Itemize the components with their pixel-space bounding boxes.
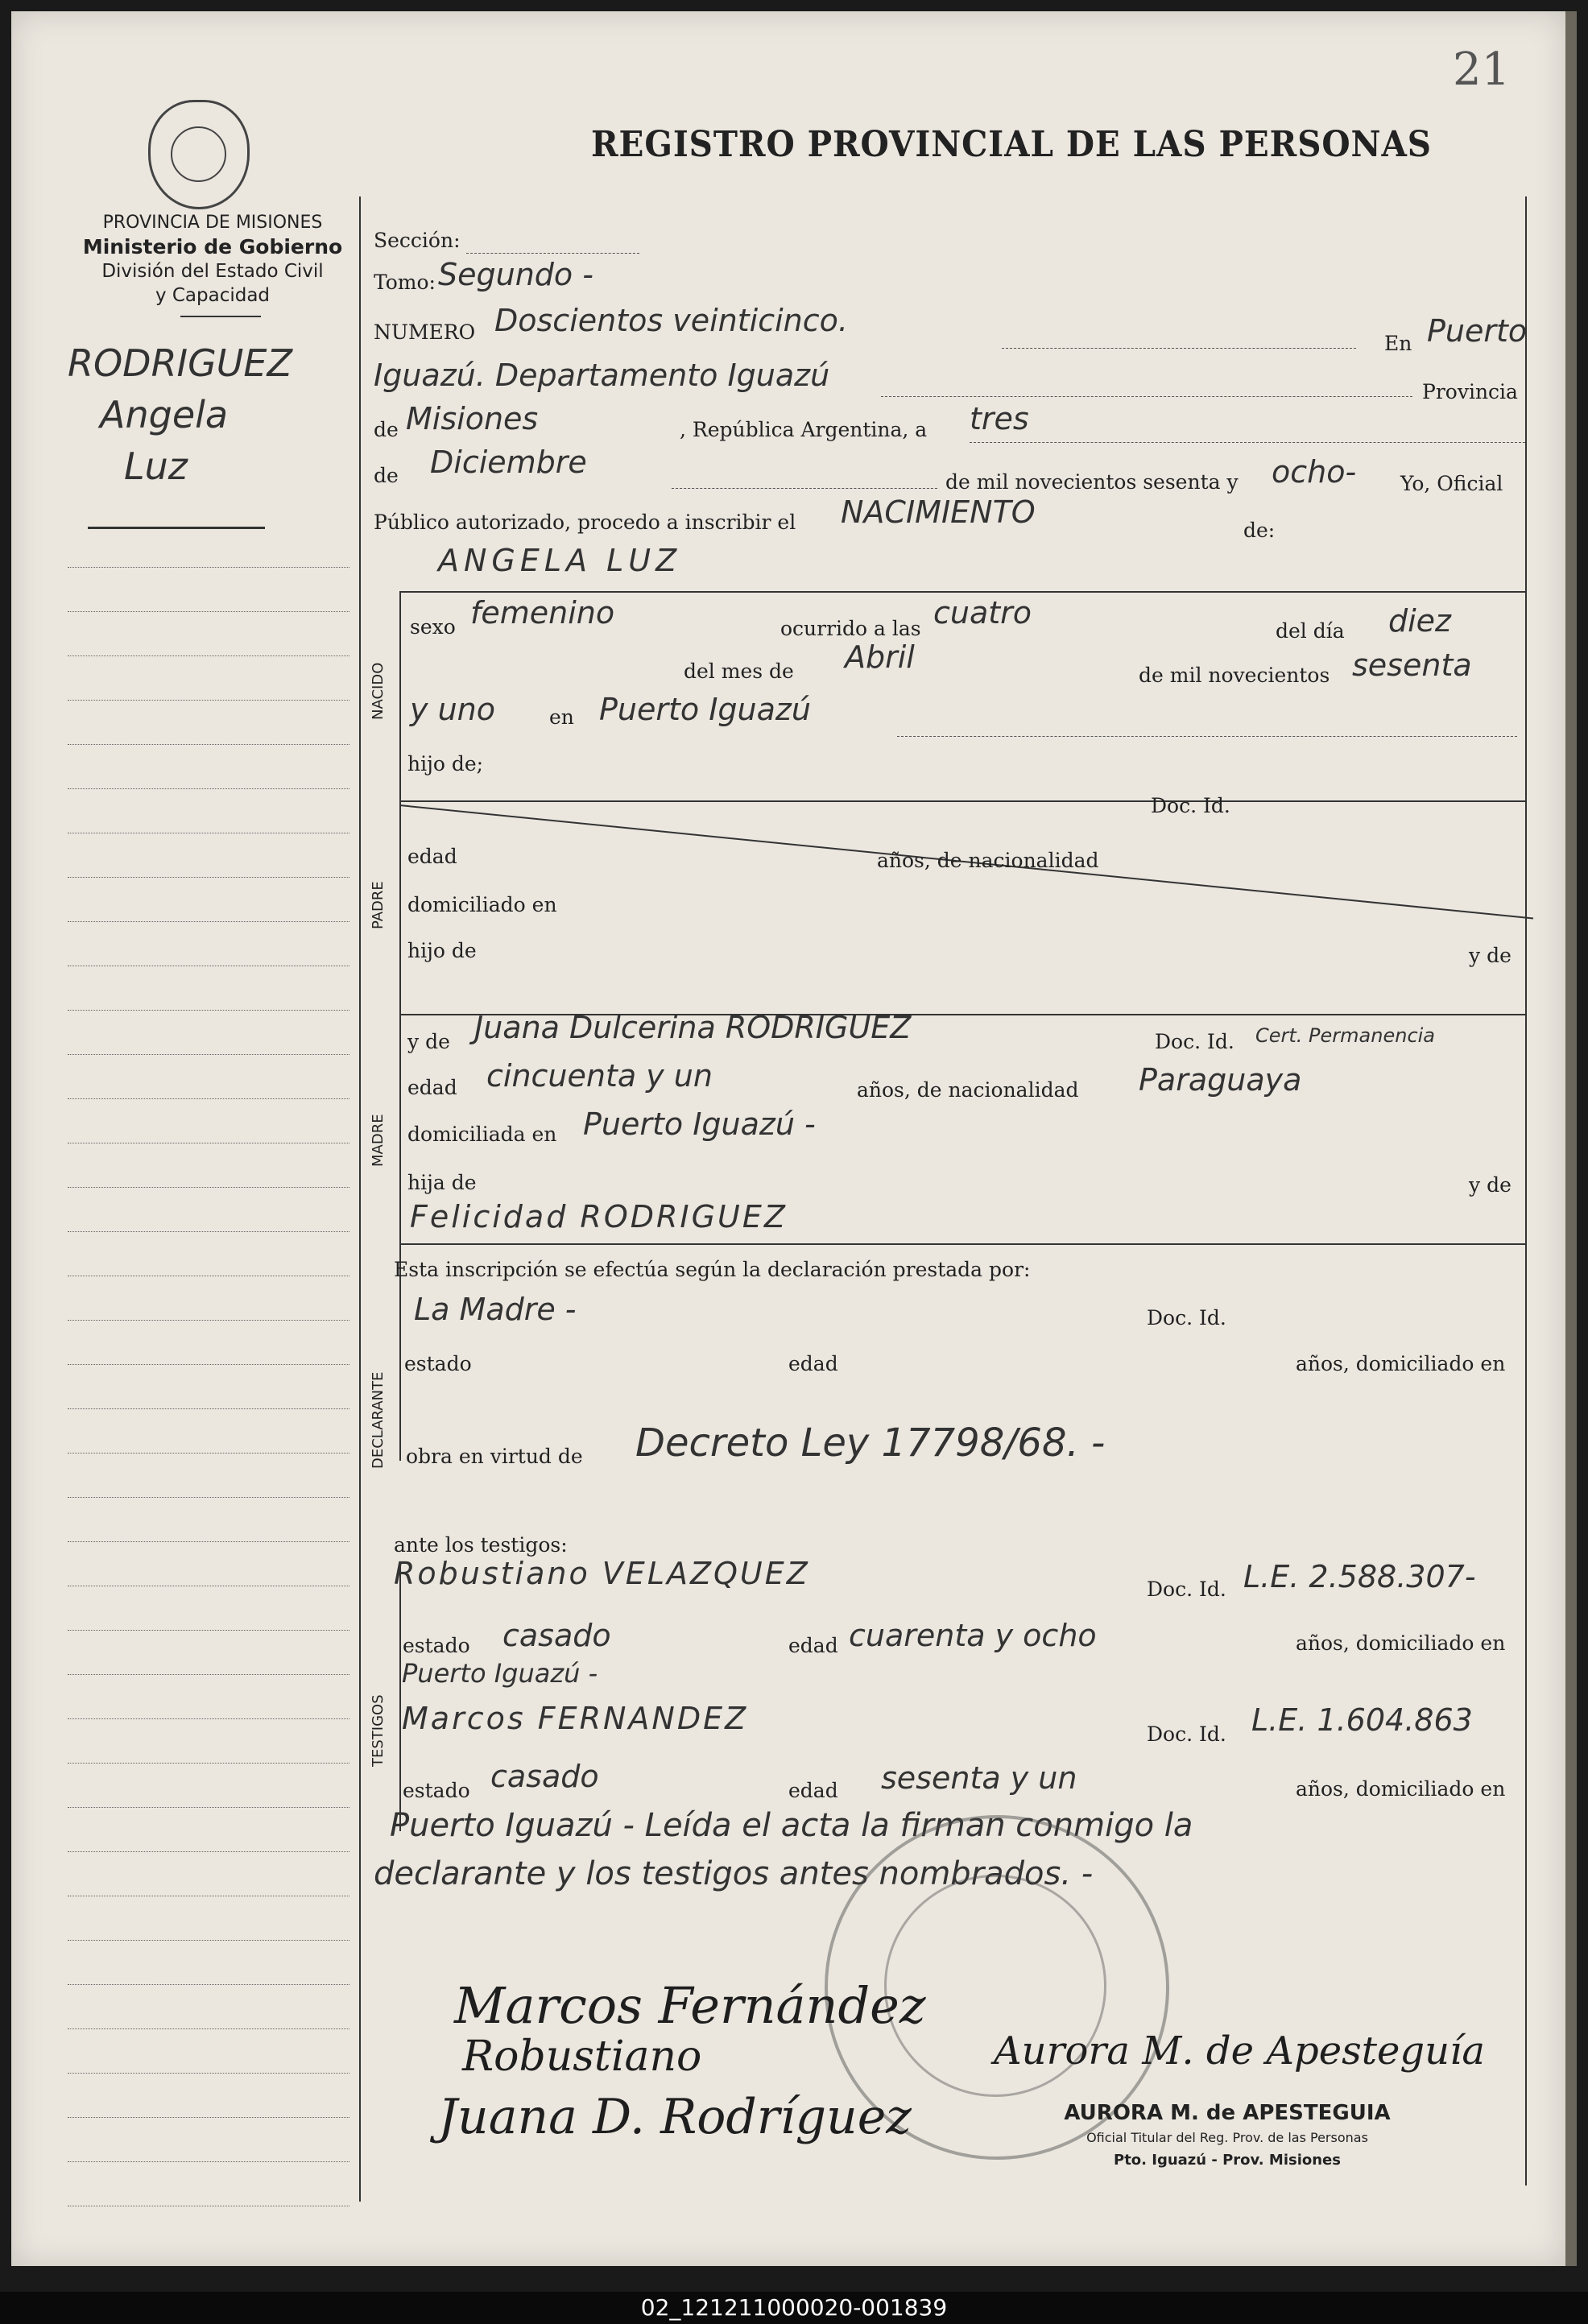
margin-rule	[68, 700, 349, 701]
margin-name-1: Angela	[100, 393, 229, 436]
madre-y-de-label: y de	[407, 1030, 450, 1053]
declarante-intro: Esta inscripción se efectúa según la declaración prestada por:	[394, 1258, 1031, 1281]
birth-month-value: Abril	[845, 639, 915, 675]
birth-place-line	[897, 736, 1517, 737]
provincia-label: Provincia	[1422, 380, 1518, 403]
margin-name-2: Luz	[124, 445, 188, 488]
en-label: En	[1384, 332, 1412, 355]
de-label: de	[374, 418, 399, 441]
margin-rule	[68, 788, 349, 789]
registrant-name-value: ANGELA LUZ	[438, 543, 682, 578]
margin-rule	[68, 567, 349, 568]
mother-doc-value: Cert. Permanencia	[1255, 1024, 1436, 1047]
register-page	[11, 11, 1565, 2266]
binding-edge	[1565, 11, 1577, 2266]
mil-label-2: de mil novecientos	[1139, 664, 1330, 687]
month-value: Diciembre	[430, 445, 587, 480]
testigos-divider	[399, 1565, 401, 1831]
official-title: Oficial Titular del Reg. Prov. de las Personas	[1086, 2130, 1368, 2145]
madre-nacionalidad-label: años, de nacionalidad	[857, 1078, 1079, 1102]
page-number: 21	[1453, 43, 1511, 96]
declarante-edad-label: edad	[788, 1352, 838, 1375]
hour-value: cuatro	[933, 595, 1032, 631]
numero-line	[1002, 348, 1356, 349]
declarante-top-rule	[399, 1243, 1527, 1245]
margin-rule	[68, 2073, 349, 2074]
division-label-2: y Capacidad	[155, 285, 271, 306]
mother-nationality-value: Paraguaya	[1139, 1062, 1302, 1098]
birth-day-value: diez	[1388, 603, 1452, 639]
witness-2-name: Marcos FERNANDEZ	[402, 1701, 749, 1736]
official-place: Pto. Iguazú - Prov. Misiones	[1114, 2152, 1341, 2169]
witness-1-doc: L.E. 2.588.307-	[1243, 1559, 1476, 1594]
de-colon-label: de:	[1243, 519, 1276, 542]
margin-rule	[68, 1408, 349, 1409]
madre-hija-de-label: hija de	[407, 1171, 477, 1194]
declarant-value: La Madre -	[414, 1292, 577, 1327]
numero-label: NUMERO	[374, 320, 476, 344]
declarante-anios-label: años, domiciliado en	[1296, 1352, 1506, 1375]
section-testigos: TESTIGOS	[370, 1694, 387, 1767]
publico-label: Público autorizado, procedo a inscribir el	[374, 511, 796, 534]
margin-rule	[68, 1497, 349, 1498]
section-padre: PADRE	[370, 881, 387, 929]
year-value: ocho-	[1272, 454, 1357, 490]
margin-rule	[68, 1364, 349, 1365]
margin-rule	[68, 1630, 349, 1631]
madre-doc-label: Doc. Id.	[1155, 1030, 1234, 1053]
madre-y-de-2-label: y de	[1469, 1173, 1511, 1197]
margin-rule	[68, 921, 349, 922]
margin-rule	[68, 1010, 349, 1011]
margin-rule	[68, 1851, 349, 1852]
margin-surname: RODRIGUEZ	[68, 341, 293, 385]
birth-place-value: Puerto Iguazú	[599, 692, 811, 727]
province-seal	[148, 100, 250, 209]
decree-value: Decreto Ley 17798/68. -	[635, 1420, 1106, 1466]
official-name: AURORA M. de APESTEGUIA	[1064, 2101, 1391, 2125]
witness-2-estado: casado	[490, 1759, 599, 1794]
section-madre: MADRE	[370, 1114, 387, 1167]
margin-rule	[68, 1320, 349, 1321]
closing-line-2: declarante y los testigos antes nombrados. -	[374, 1855, 1094, 1892]
margin-border	[359, 196, 361, 2202]
seccion-line	[466, 253, 639, 254]
margin-rule	[68, 2117, 349, 2118]
madre-edad-label: edad	[407, 1076, 457, 1099]
seccion-label: Sección:	[374, 229, 461, 252]
margin-rule	[68, 2161, 349, 2162]
padre-y-de-label: y de	[1469, 944, 1511, 967]
margin-rule	[68, 655, 349, 656]
day-value: tres	[970, 401, 1029, 436]
witness-1-anios-label: años, domiciliado en	[1296, 1631, 1506, 1655]
signature-official: Aurora M. de Apesteguía	[994, 2028, 1486, 2074]
del-dia-label: del día	[1276, 619, 1345, 643]
margin-rule	[68, 1807, 349, 1808]
margin-rule	[68, 1763, 349, 1764]
footer-bar	[0, 2292, 1588, 2324]
header-divider	[180, 316, 261, 317]
margin-rule	[68, 2028, 349, 2029]
witness-1-doc-label: Doc. Id.	[1147, 1578, 1226, 1601]
tomo-value: Segundo -	[438, 257, 593, 292]
province-value: Misiones	[406, 401, 539, 436]
birth-year-value: sesenta	[1352, 647, 1472, 683]
division-label: División del Estado Civil	[101, 261, 324, 282]
locality-line	[881, 396, 1412, 397]
testigos-intro: ante los testigos:	[394, 1533, 568, 1557]
province-label: PROVINCIA DE MISIONES	[102, 213, 323, 233]
nacido-top-rule	[399, 591, 1527, 593]
witness-2-anios-label: años, domiciliado en	[1296, 1777, 1506, 1801]
ocurrido-label: ocurrido a las	[780, 617, 921, 640]
madre-domiciliada-label: domiciliada en	[407, 1123, 557, 1146]
padre-hijo-de-label: hijo de	[407, 939, 477, 962]
birth-year-2-value: y uno	[410, 692, 495, 727]
witness-1-estado: casado	[502, 1618, 611, 1653]
mother-age-value: cincuenta y un	[486, 1058, 713, 1094]
margin-rule	[68, 1098, 349, 1099]
margin-rule	[68, 1940, 349, 1941]
hijo-label: hijo de;	[407, 752, 484, 775]
padre-nacionalidad-label: años, de nacionalidad	[877, 849, 1099, 872]
section-divider	[399, 591, 401, 1461]
witness-1-edad-label: edad	[788, 1634, 838, 1657]
document-title: REGISTRO PROVINCIAL DE LAS PERSONAS	[591, 124, 1432, 165]
day-line	[970, 442, 1525, 443]
official-block	[1058, 2101, 1396, 2169]
witness-1-residence: Puerto Iguazú -	[402, 1658, 598, 1689]
footer-id: 02_121211000020-001839	[640, 2294, 948, 2321]
witness-2-edad: sesenta y un	[881, 1760, 1077, 1796]
margin-rule	[68, 1187, 349, 1188]
del-mes-label: del mes de	[684, 660, 794, 683]
closing-line-1: Puerto Iguazú - Leída el acta la firman conmigo la	[390, 1807, 1193, 1844]
witness-1-name: Robustiano VELAZQUEZ	[394, 1556, 810, 1591]
mil-label: de mil novecientos sesenta y	[945, 470, 1239, 494]
padre-doc-label: Doc. Id.	[1151, 794, 1230, 817]
section-declarante: DECLARANTE	[370, 1371, 387, 1469]
witness-1-edad: cuarenta y ocho	[849, 1618, 1097, 1653]
republica-label: , República Argentina, a	[680, 418, 928, 441]
numero-value: Doscientos veinticinco.	[494, 303, 848, 338]
mother-name-value: Juana Dulcerina RODRIGUEZ	[474, 1010, 912, 1045]
mother-residence-value: Puerto Iguazú -	[583, 1106, 816, 1142]
margin-rule	[68, 1541, 349, 1542]
padre-top-rule	[399, 800, 1527, 802]
declarante-doc-label: Doc. Id.	[1147, 1306, 1226, 1329]
witness-2-doc: L.E. 1.604.863	[1251, 1702, 1473, 1738]
margin-rule	[68, 1718, 349, 1719]
margin-rule	[68, 1453, 349, 1454]
margin-rule	[68, 744, 349, 745]
month-line	[672, 488, 937, 489]
padre-domiciliado-label: domiciliado en	[407, 893, 557, 916]
yo-oficial-label: Yo, Oficial	[1400, 472, 1503, 495]
padre-edad-label: edad	[407, 845, 457, 868]
margin-rule	[68, 1674, 349, 1675]
tomo-label: Tomo:	[374, 271, 436, 294]
margin-rule	[68, 1984, 349, 1985]
witness-2-doc-label: Doc. Id.	[1147, 1722, 1226, 1746]
witness-1-estado-label: estado	[403, 1634, 470, 1657]
margin-rule	[68, 1054, 349, 1055]
signature-witness-2: Marcos Fernández	[454, 1976, 926, 2035]
witness-2-estado-label: estado	[403, 1779, 470, 1802]
margin-rule	[68, 877, 349, 878]
declarante-estado-label: estado	[404, 1352, 472, 1375]
section-nacido: NACIDO	[370, 662, 387, 720]
obra-label: obra en virtud de	[406, 1445, 583, 1468]
en-label-2: en	[549, 705, 574, 729]
margin-rule	[68, 1231, 349, 1232]
ministry-label: Ministerio de Gobierno	[82, 235, 343, 258]
en-value: Puerto	[1427, 313, 1528, 349]
sexo-value: femenino	[470, 595, 615, 631]
signature-witness-1: Robustiano	[462, 2032, 702, 2081]
de-label-2: de	[374, 464, 399, 487]
act-type-value: NACIMIENTO	[841, 494, 1036, 530]
signature-declarant: Juana D. Rodríguez	[438, 2089, 912, 2145]
margin-rule	[68, 611, 349, 612]
sexo-label: sexo	[410, 615, 456, 639]
locality-value: Iguazú. Departamento Iguazú	[374, 358, 830, 393]
margin-strike	[88, 527, 265, 529]
witness-2-edad-label: edad	[788, 1779, 838, 1802]
right-border	[1525, 196, 1527, 2185]
grandmother-name-value: Felicidad RODRIGUEZ	[410, 1199, 788, 1234]
margin-annotation	[68, 337, 292, 492]
